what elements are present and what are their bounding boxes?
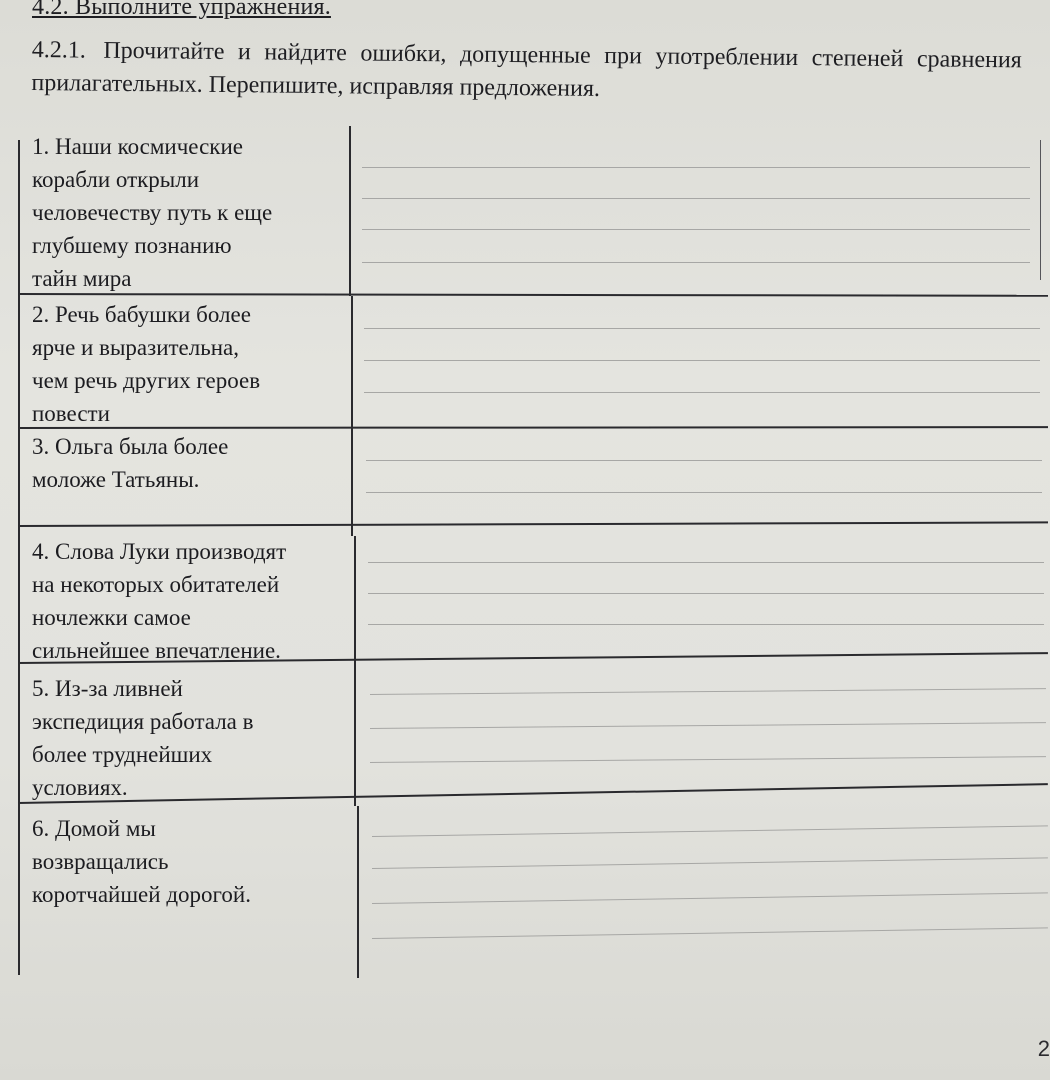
- writing-line: [364, 392, 1040, 393]
- table-row-label-6: 6. Домой мы возвращались коротчайшей дорогой.: [32, 816, 251, 907]
- task-instructions: [31, 34, 1022, 110]
- writing-line: [366, 460, 1042, 461]
- table-column-divider: [354, 536, 356, 806]
- writing-line: [368, 562, 1044, 563]
- task-number: 4.2.1.: [31, 36, 86, 64]
- table-row-label-4: 4. Слова Луки производят на некоторых обитателей ночлежки самое сильнейшее впечатление.: [32, 539, 287, 663]
- writing-line: [362, 229, 1030, 230]
- row-separator: [18, 521, 1048, 527]
- writing-line: [372, 825, 1048, 837]
- table-column-divider: [357, 806, 359, 978]
- table-row-label-2: 2. Речь бабушки более ярче и выразительна, чем речь других героев повести: [32, 302, 261, 426]
- writing-line: [368, 624, 1044, 625]
- page-corner-mark: 2: [1037, 1036, 1050, 1061]
- table-left-border: [18, 140, 20, 975]
- writing-line: [362, 198, 1030, 199]
- writing-line: [364, 360, 1040, 361]
- writing-line: [370, 722, 1046, 729]
- writing-line: [370, 688, 1046, 695]
- writing-line: [362, 167, 1030, 168]
- writing-line: [362, 262, 1030, 263]
- writing-line: [366, 492, 1042, 493]
- writing-line: [372, 857, 1048, 869]
- writing-line: [372, 892, 1048, 904]
- writing-line: [364, 328, 1040, 329]
- task-text: Прочитайте и найдите ошибки, допущенные при употреблении степеней сравнения прилагательных. Перепишите, исправляя предложения.: [31, 37, 1022, 102]
- writing-line: [370, 756, 1046, 763]
- table-right-border: [1040, 140, 1041, 280]
- section-title: 4.2. Выполните упражнения.: [32, 0, 331, 20]
- table-column-divider: [351, 296, 353, 536]
- table-row-label-3: 3. Ольга была более моложе Татьяны.: [32, 434, 229, 492]
- writing-line: [368, 593, 1044, 594]
- table-row-label-5: 5. Из-за ливней экспедиция работала в более труднейших условиях.: [32, 676, 254, 800]
- table-column-divider: [349, 126, 351, 296]
- writing-line: [372, 927, 1048, 939]
- table-row-label-1: 1. Наши космические корабли открыли человечеству путь к еще глубшему познанию тайн мира: [32, 134, 273, 291]
